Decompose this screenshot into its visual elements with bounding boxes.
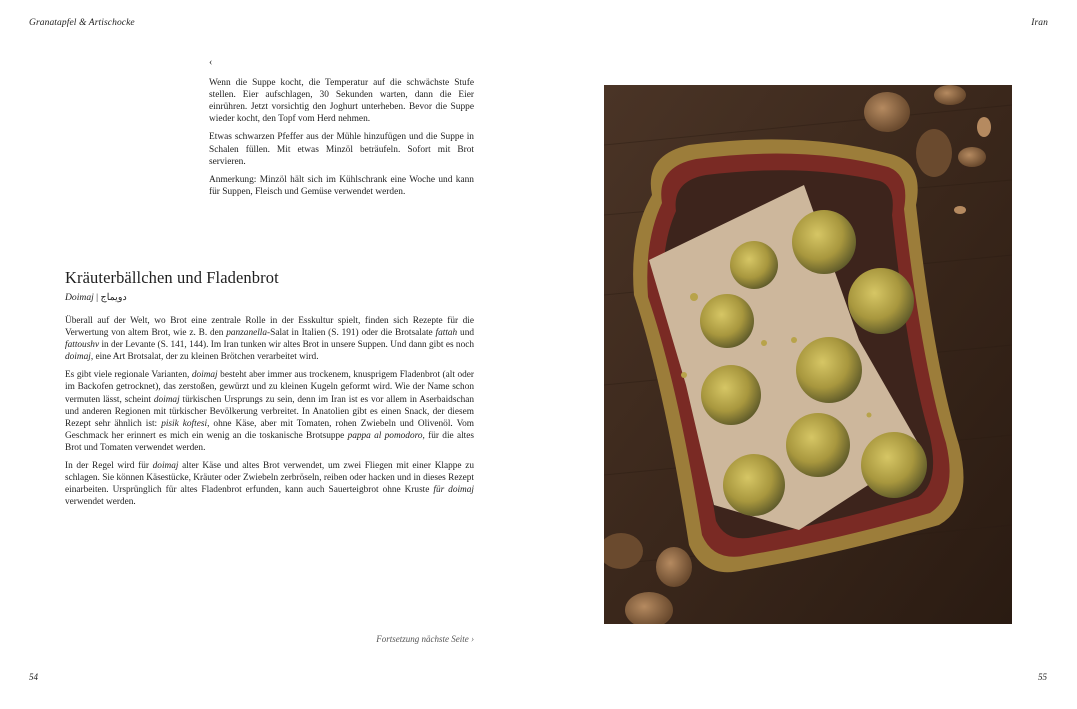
intro-paragraph-1: Wenn die Suppe kocht, die Temperatur auf die schwächste Stufe stellen. Eier aufschlagen, 30 Sekunden warten, dann die Eier einrühren. Jetzt vorsichtig den Joghurt unterheben. Bevor die Suppe wieder kocht, den Topf vom Herd nehmen. (209, 78, 474, 125)
continued-next-page-note: Fortsetzung nächste Seite › (376, 634, 474, 644)
intro-paragraph-3: Anmerkung: Minzöl hält sich im Kühlschrank eine Woche und kann für Suppen, Fleisch und Gemüse verwendet werden. (209, 174, 474, 197)
subtitle-separator: | (93, 292, 101, 303)
recipe-subtitle (65, 292, 127, 303)
intro-paragraph-2: Etwas schwarzen Pfeffer aus der Mühle hinzufügen und die Suppe in Schalen füllen. Mit etwas Minzöl beträufeln. Sofort mit Brot servieren. (209, 132, 474, 167)
recipe-photo (604, 85, 1012, 624)
subtitle-arabic: دویماج (100, 292, 127, 303)
body-paragraph-1: Überall auf der Welt, wo Brot eine zentrale Rolle in der Esskultur spielt, finden sich Rezepte für die Verwertung von altem Brot, wie z. B. den panzanella-Salat in Italien (S. 191) oder die Brotsalate fattah und fattoushv in der Levante (S. 141, 144). Im Iran tunken wir altes Brot in unsere Suppen. Und dann gibt es noch doimaj, eine Art Brotsalat, der zu kleinen Brötchen verarbeitet wird. (65, 316, 474, 363)
page-number-left: 54 (29, 672, 38, 682)
running-header-book-title: Granatapfel & Artischocke (29, 18, 135, 28)
recipe-body (65, 315, 474, 514)
subtitle-transliteration: Doimaj (65, 292, 94, 303)
running-header-chapter: Iran (1031, 18, 1048, 28)
recipe-title: Kräuterbällchen und Fladenbrot (65, 268, 279, 287)
page-number-right: 55 (1038, 672, 1047, 682)
body-paragraph-3: In der Regel wird für doimaj alter Käse und altes Brot verwendet, um zwei Fliegen mit einer Klappe zu schlagen. Sie können Käsestücke, Kräuter oder Zwiebeln zerbröseln, reiben oder hacken und in dieses Rezept einarbeiten. Ursprünglich für altes Fladenbrot erfunden, kann auch Sauerteigbrot ohne Kruste für doimaj verwendet werden. (65, 461, 475, 508)
body-paragraph-2: Es gibt viele regionale Varianten, doimaj besteht aber immer aus trockenem, knusprigem Fladenbrot (alt oder im Backofen getrocknet), das zerstoßen, gewürzt und zu kleinen Kugeln geformt wird. Wie der Name schon vermuten lässt, scheint doimaj türkischen Ursprungs zu sein, denn im Iran ist es vor allem in Aserbaidschan und anderen Regionen mit türkischer Bevölkerung verbreitet. In Anatolien gibt es einen Snack, der diesem Rezept sehr ähnlich ist: pisik koftesi, ohne Käse, aber mit Tomaten, rohen Zwiebeln und Olivenöl. Vom Geschmack her erinnert es mich ein wenig an die toskanische Brotsuppe pappa al pomodoro, für die altes Brot und Tomaten verwendet werden. (65, 370, 474, 453)
previous-recipe-continuation (209, 57, 474, 204)
back-arrow-icon: ‹ (209, 57, 213, 68)
